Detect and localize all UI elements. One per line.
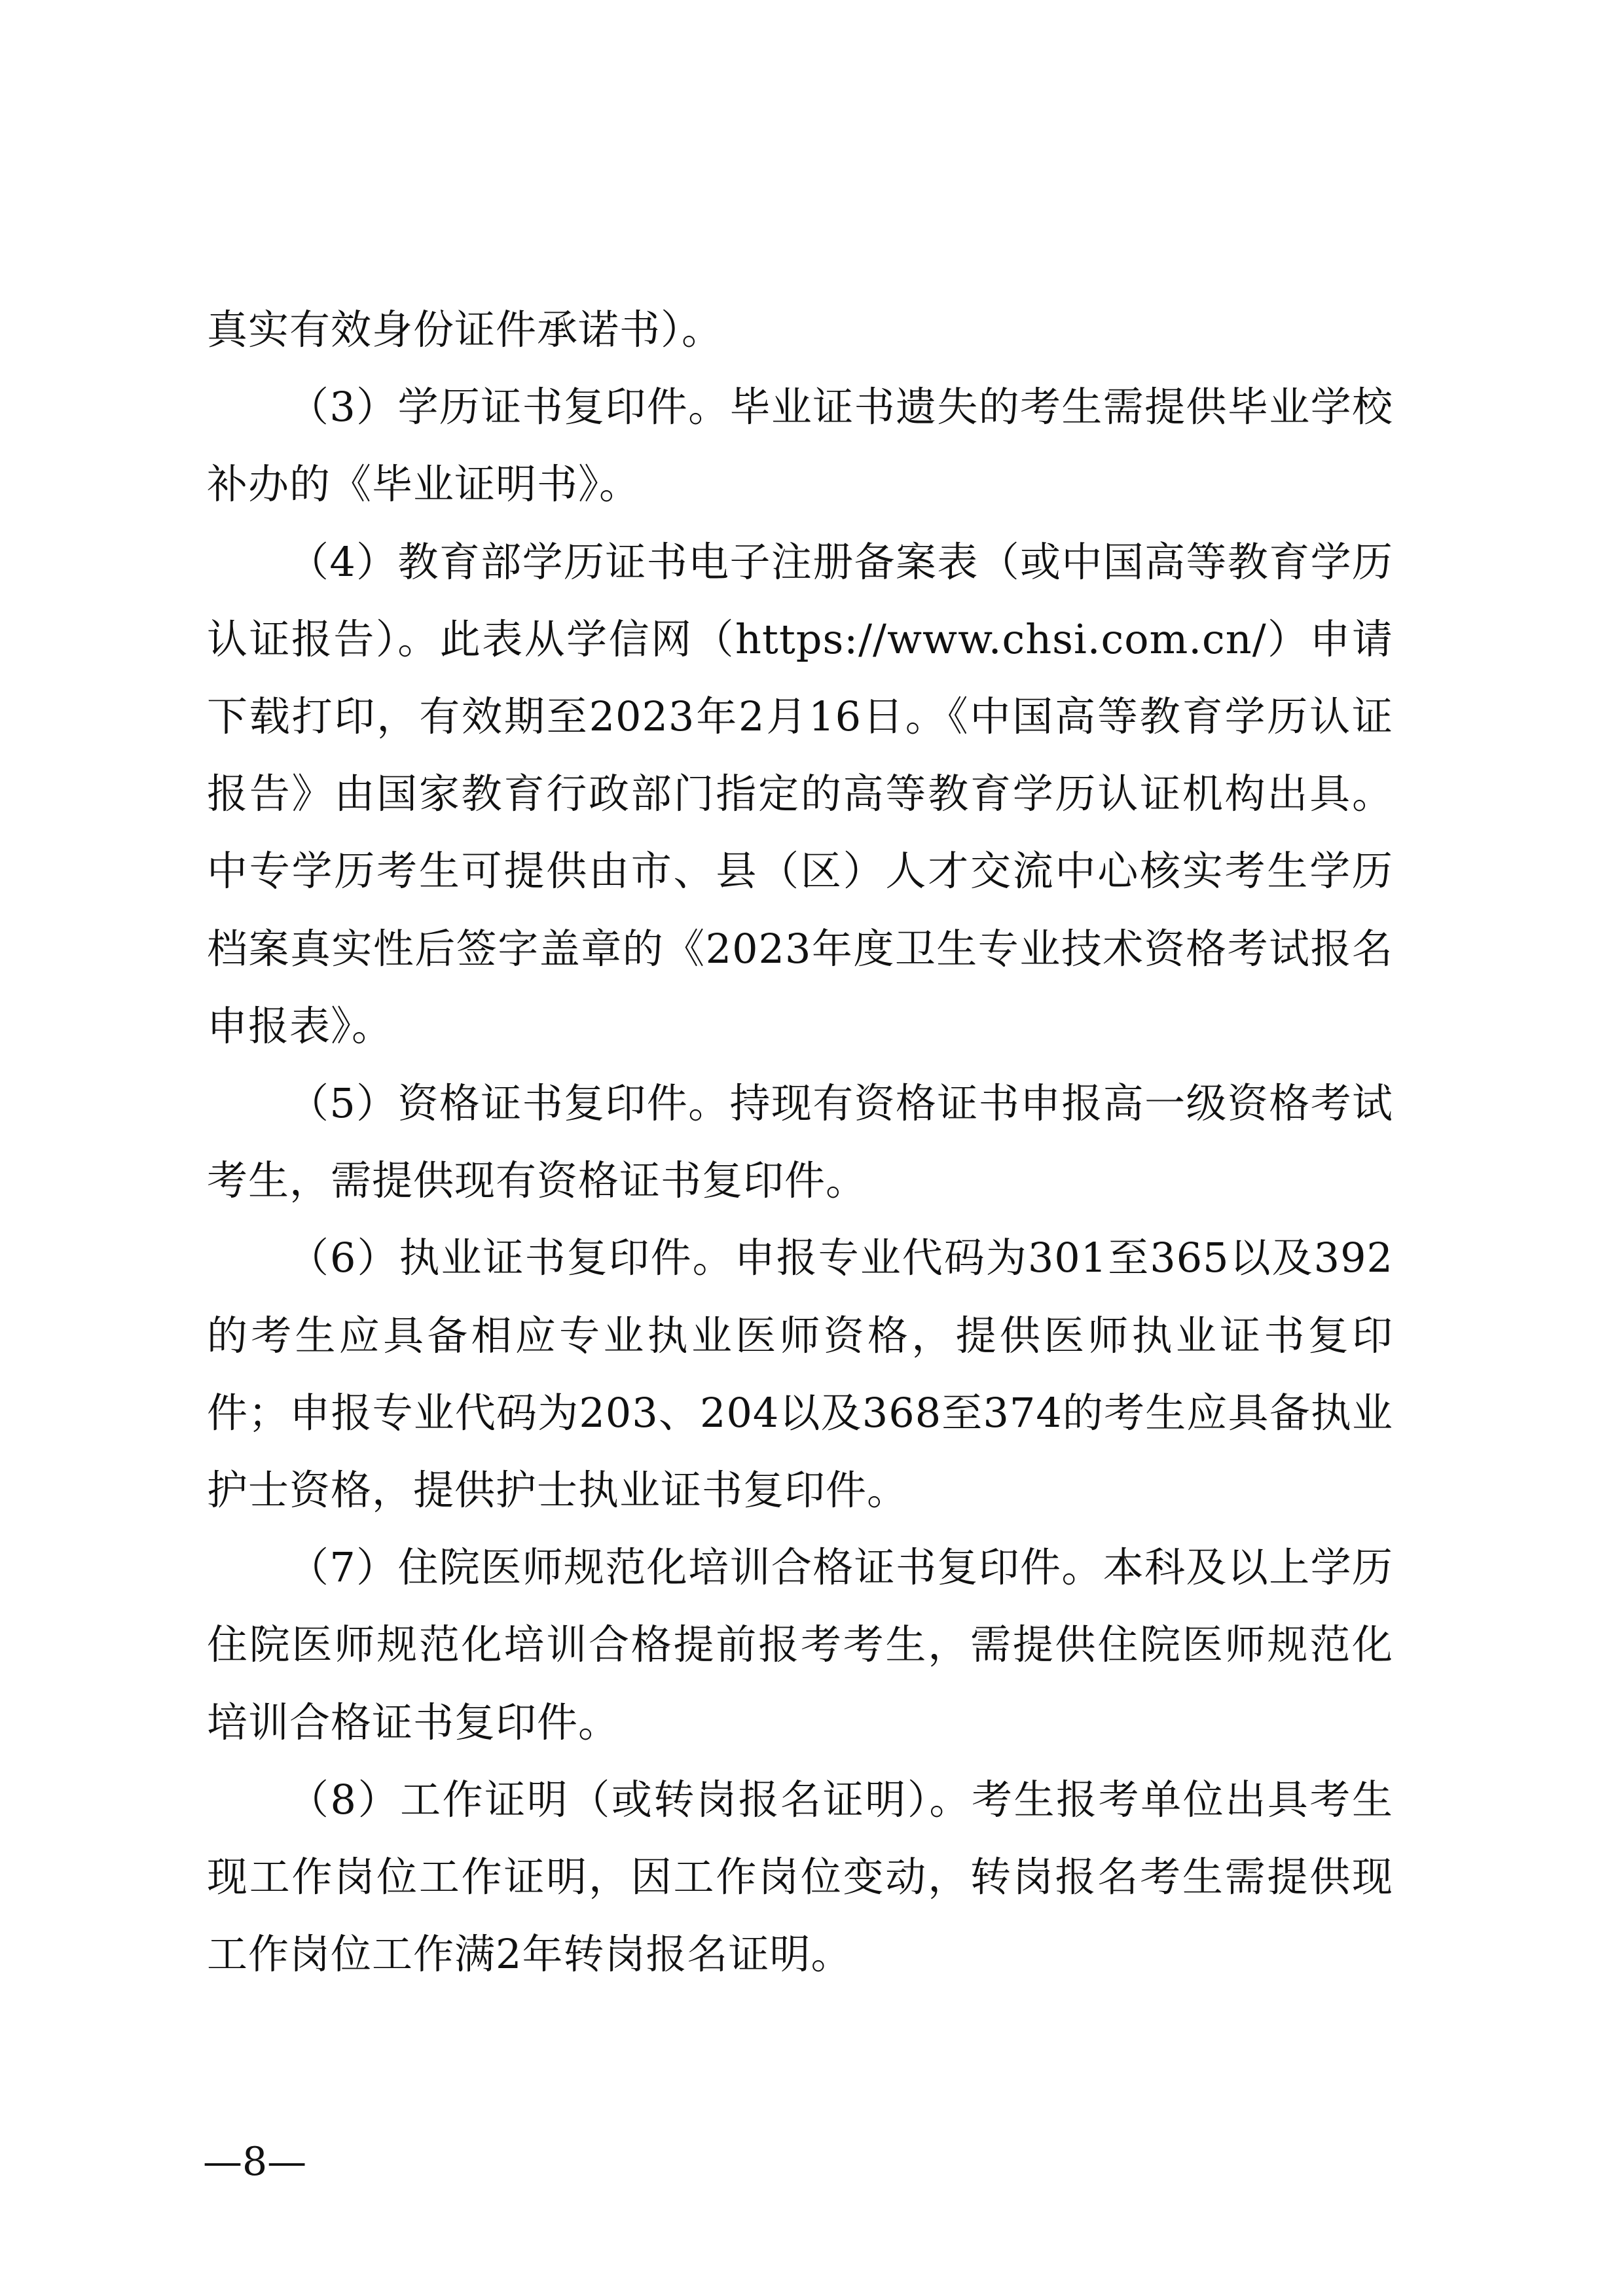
paragraph-item-3: （3）学历证书复印件。毕业证书遗失的考生需提供毕业学校补办的《毕业证明书》。 — [207, 383, 1393, 509]
paragraph-item-6: （6）执业证书复印件。申报专业代码为301至365以及392的考生应具备相应专业执业医师资格，提供医师执业证书复印件；申报专业代码为203、204以及368至374的考生应具备执业护士资格，提供护士执业证书复印件。 — [207, 1234, 1393, 1515]
paragraph-item-8: （8）工作证明（或转岗报名证明）。考生报考单位出具考生现工作岗位工作证明，因工作岗位变动，转岗报名考生需提供现工作岗位工作满2年转岗报名证明。 — [207, 1775, 1393, 1979]
paragraph-continuation: 真实有效身份证件承诺书）。 — [207, 306, 723, 353]
paragraph-item-4: （4）教育部学历证书电子注册备案表（或中国高等教育学历认证报告）。此表从学信网（https://www.chsi.com.cn/）申请下载打印，有效期至2023年2月16日。《中国高等教育学历认证报告》由国家教育行政部门指定的高等教育学历认证机构出具。中专学历考生可提供由市、县（区）人才交流中心核实考生学历档案真实性后签字盖章的《2023年度卫生专业技术资格考试报名申报表》。 — [207, 537, 1393, 1050]
paragraph-item-7: （7）住院医师规范化培训合格证书复印件。本科及以上学历住院医师规范化培训合格提前报考考生，需提供住院医师规范化培训合格证书复印件。 — [207, 1543, 1393, 1746]
page-number: —8— — [203, 2139, 307, 2185]
paragraph-item-5: （5）资格证书复印件。持现有资格证书申报高一级资格考试考生，需提供现有资格证书复印件。 — [207, 1079, 1393, 1205]
body-text — [207, 291, 1393, 1993]
